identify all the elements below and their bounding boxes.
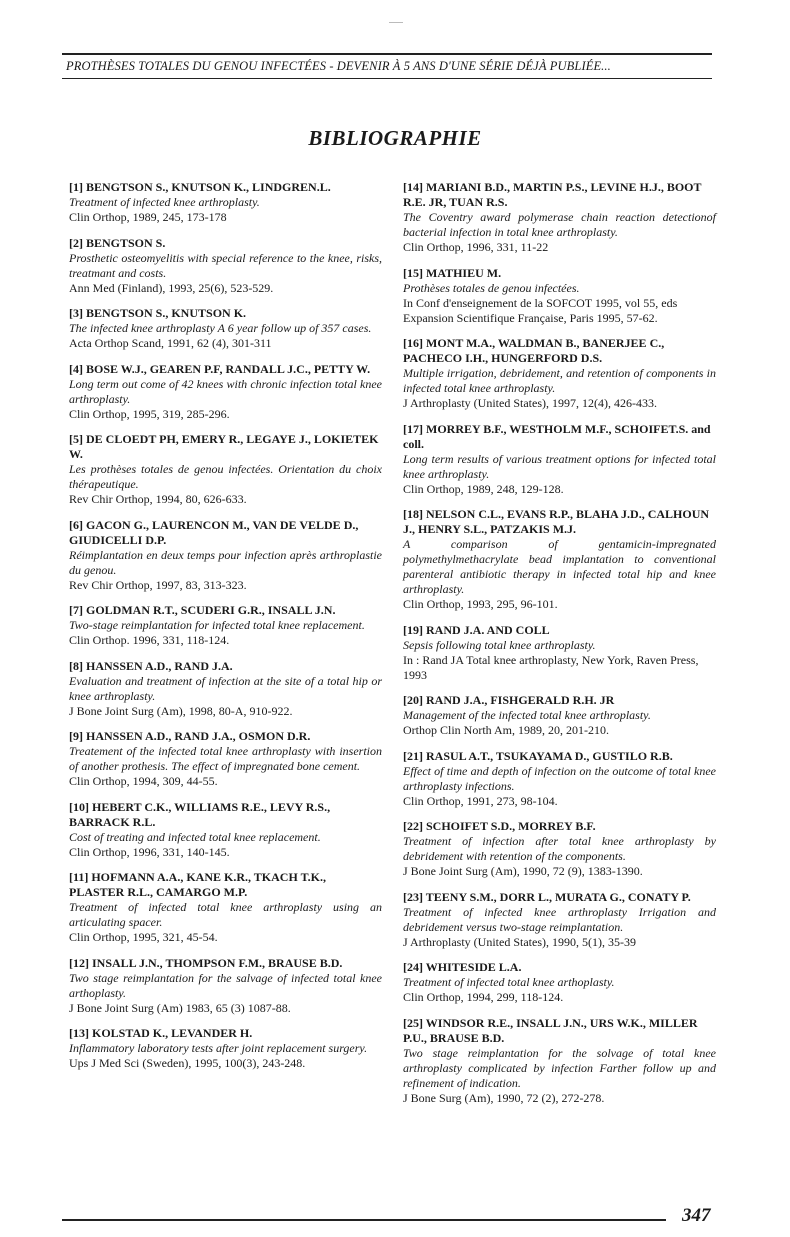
reference-source: J Bone Joint Surg (Am), 1998, 80-A, 910-922.	[69, 703, 293, 718]
reference-source: Clin Orthop, 1996, 331, 11-22	[403, 240, 549, 254]
reference-title: Evaluation and treatment of infection at the site of a total hip or knee arthroplasty.	[69, 673, 382, 703]
reference-title: The infected knee arthroplasty A 6 year follow up of 357 cases.	[69, 321, 372, 335]
page-number: 347	[682, 1205, 711, 1226]
reference-authors: [1] BENGTSON S., KNUTSON K., LINDGREN.L.	[69, 180, 331, 194]
reference-authors: [13] KOLSTAD K., LEVANDER H.	[69, 1026, 253, 1040]
reference-entry	[69, 432, 382, 507]
reference-entry	[403, 890, 716, 950]
reference-source: J Bone Joint Surg (Am), 1990, 72 (9), 1383-1390.	[403, 864, 643, 878]
reference-authors: [11] HOFMANN A.A., KANE K.R., TKACH T.K., PLASTER R.L., CAMARGO M.P.	[69, 870, 327, 899]
reference-source: Rev Chir Orthop, 1997, 83, 313-323.	[69, 577, 247, 592]
reference-authors: [2] BENGTSON S.	[69, 235, 166, 250]
reference-entry	[403, 507, 716, 612]
reference-title: Treatment of infection after total knee arthroplasty by debridement with retention of the components.	[403, 834, 716, 863]
reference-entry	[403, 693, 716, 738]
reference-authors: [19] RAND J.A. AND COLL	[403, 622, 550, 637]
reference-authors: [22] SCHOIFET S.D., MORREY B.F.	[403, 819, 596, 833]
reference-title: Treatment of infected knee arthroplasty.	[69, 195, 260, 209]
reference-entry	[69, 236, 382, 296]
reference-entry	[403, 819, 716, 879]
reference-title: Two stage reimplantation for the solvage of total knee arthroplasty complicated by infection Farther follow up and refinement of indication.	[403, 1045, 716, 1090]
reference-authors: [10] HEBERT C.K., WILLIAMS R.E., LEVY R.S., BARRACK R.L.	[69, 799, 331, 829]
reference-title: Treatment of infected total knee arthroplasty using an articulating spacer.	[69, 900, 382, 929]
reference-source: Clin Orthop, 1994, 299, 118-124.	[403, 990, 564, 1004]
reference-title: Two stage reimplantation for the salvage of infected total knee arthoplasty.	[69, 970, 382, 1000]
reference-authors: [6] GACON G., LAURENCON M., VAN DE VELDE D., GIUDICELLI D.P.	[69, 517, 359, 547]
reference-title: Treatment of infected total knee arthoplasty.	[403, 975, 615, 989]
reference-authors: [16] MONT M.A., WALDMAN B., BANERJEE C., PACHECO I.H., HUNGERFORD D.S.	[403, 336, 665, 365]
reference-source: Clin Orthop, 1994, 309, 44-55.	[69, 774, 218, 788]
footer-rule	[62, 1219, 666, 1221]
reference-entry	[69, 1026, 382, 1071]
reference-entry	[403, 1016, 716, 1106]
section-title: BIBLIOGRAPHIE	[308, 126, 482, 150]
reference-entry	[403, 180, 716, 255]
reference-authors: [14] MARIANI B.D., MARTIN P.S., LEVINE H.J., BOOT R.E. JR, TUAN R.S.	[403, 180, 702, 209]
reference-title: Two-stage reimplantation for infected total knee replacement.	[69, 618, 365, 632]
reference-source: J Arthroplasty (United States), 1997, 12(4), 426-433.	[403, 396, 657, 410]
reference-authors: [21] RASUL A.T., TSUKAYAMA D., GUSTILO R.B.	[403, 748, 673, 763]
reference-entry	[403, 749, 716, 809]
reference-entry	[69, 362, 382, 422]
reference-title: Effect of time and depth of infection on the outcome of total knee arthroplasty infections.	[403, 763, 716, 793]
reference-source: Clin Orthop, 1993, 295, 96-101.	[403, 597, 558, 611]
reference-authors: [18] NELSON C.L., EVANS R.P., BLAHA J.D., CALHOUN J., HENRY S.L., PATZAKIS M.J.	[403, 507, 710, 536]
reference-authors: [24] WHITESIDE L.A.	[403, 960, 522, 974]
reference-title: A comparison of gentamicin-impregnated polymethylmethacrylate bead implantation to conventional parenteral antibiotic therapy in infected total hip and knee arthroplasty.	[403, 537, 716, 596]
reference-authors: [7] GOLDMAN R.T., SCUDERI G.R., INSALL J.N.	[69, 603, 336, 617]
scan-mark	[389, 22, 403, 23]
reference-entry	[403, 336, 716, 411]
reference-entry	[69, 180, 382, 225]
reference-source: Clin Orthop. 1996, 331, 118-124.	[69, 633, 230, 647]
reference-authors: [4] BOSE W.J., GEAREN P.F, RANDALL J.C., PETTY W.	[69, 361, 371, 376]
reference-authors: [25] WINDSOR R.E., INSALL J.N., URS W.K., MILLER P.U., BRAUSE B.D.	[403, 1015, 698, 1045]
reference-title: Treatement of the infected total knee arthroplasty with insertion of another prothesis. The effect of impregnated bone cement.	[69, 744, 382, 773]
header-rule-top	[62, 53, 712, 55]
reference-source: Clin Orthop, 1989, 248, 129-128.	[403, 481, 564, 496]
left-column	[69, 180, 382, 1082]
reference-entry	[69, 729, 382, 789]
reference-entry	[69, 306, 382, 351]
reference-source: Orthop Clin North Am, 1989, 20, 201-210.	[403, 723, 609, 737]
reference-authors: [23] TEENY S.M., DORR L., MURATA G., CONATY P.	[403, 889, 691, 904]
reference-authors: [3] BENGTSON S., KNUTSON K.	[69, 306, 247, 320]
reference-authors: [15] MATHIEU M.	[403, 265, 502, 280]
reference-entry	[403, 623, 716, 683]
reference-title: The Coventry award polymerase chain reaction detectionof bacterial infection in total knee arthroplasty.	[403, 210, 716, 239]
reference-authors: [20] RAND J.A., FISHGERALD R.H. JR	[403, 693, 615, 707]
reference-entry	[69, 870, 382, 945]
reference-title: Long term results of various treatment options for infected total knee arthroplasty.	[403, 451, 716, 481]
reference-authors: [5] DE CLOEDT PH, EMERY R., LEGAYE J., LOKIETEK W.	[69, 432, 379, 461]
reference-entry	[69, 800, 382, 860]
reference-source: Ups J Med Sci (Sweden), 1995, 100(3), 243-248.	[69, 1056, 306, 1070]
reference-source: Clin Orthop, 1989, 245, 173-178	[69, 210, 227, 224]
reference-authors: [17] MORREY B.F., WESTHOLM M.F., SCHOIFET.S. and coll.	[403, 421, 711, 451]
reference-title: Sepsis following total knee arthroplasty.	[403, 637, 596, 652]
reference-entry	[403, 266, 716, 326]
reference-source: Ann Med (Finland), 1993, 25(6), 523-529.	[69, 280, 274, 295]
reference-entry	[403, 422, 716, 497]
reference-title: Multiple irrigation, debridement, and retention of components in infected total knee arthroplasty.	[403, 366, 716, 395]
reference-title: Cost of treating and infected total knee replacement.	[69, 829, 321, 844]
reference-source: J Arthroplasty (United States), 1990, 5(1), 35-39	[403, 934, 636, 949]
reference-source: Clin Orthop, 1995, 321, 45-54.	[69, 930, 218, 944]
reference-title: Inflammatory laboratory tests after joint replacement surgery.	[69, 1041, 368, 1055]
reference-title: Long term out come of 42 knees with chronic infection total knee arthroplasty.	[69, 376, 382, 406]
reference-source: In : Rand JA Total knee arthroplasty, New York, Raven Press, 1993	[403, 652, 699, 682]
reference-title: Prosthetic osteomyelitis with special reference to the knee, risks, treatmant and costs.	[69, 250, 382, 280]
reference-authors: [8] HANSSEN A.D., RAND J.A.	[69, 658, 233, 673]
reference-source: In Conf d'enseignement de la SOFCOT 1995, vol 55, eds Expansion Scientifique Française, Paris 1995, 57-62.	[403, 295, 678, 325]
reference-entry	[69, 956, 382, 1016]
reference-title: Treatment of infected knee arthroplasty Irrigation and debridement versus two-stage reimplantation.	[403, 904, 716, 934]
reference-source: J Bone Surg (Am), 1990, 72 (2), 272-278.	[403, 1090, 605, 1105]
reference-entry	[69, 603, 382, 648]
header-rule-bottom	[62, 78, 712, 79]
reference-entry	[403, 960, 716, 1005]
reference-authors: [12] INSALL J.N., THOMPSON F.M., BRAUSE B.D.	[69, 955, 343, 970]
reference-title: Management of the infected total knee arthroplasty.	[403, 708, 651, 722]
right-column	[403, 180, 716, 1116]
reference-title: Les prothèses totales de genou infectées. Orientation du choix thérapeutique.	[69, 462, 382, 491]
reference-entry	[69, 659, 382, 719]
reference-source: Clin Orthop, 1991, 273, 98-104.	[403, 793, 558, 808]
reference-authors: [9] HANSSEN A.D., RAND J.A., OSMON D.R.	[69, 729, 311, 743]
reference-source: Clin Orthop, 1995, 319, 285-296.	[69, 406, 230, 421]
reference-entry	[69, 518, 382, 593]
reference-source: J Bone Joint Surg (Am) 1983, 65 (3) 1087-88.	[69, 1000, 291, 1015]
reference-source: Rev Chir Orthop, 1994, 80, 626-633.	[69, 492, 247, 506]
reference-source: Clin Orthop, 1996, 331, 140-145.	[69, 844, 230, 859]
reference-source: Acta Orthop Scand, 1991, 62 (4), 301-311	[69, 336, 272, 350]
reference-title: Prothèses totales de genou infectées.	[403, 280, 580, 295]
reference-title: Réimplantation en deux temps pour infection après arthroplastie du genou.	[69, 547, 382, 577]
running-header: PROTHÈSES TOTALES DU GENOU INFECTÉES - DEVENIR À 5 ANS D'UNE SÉRIE DÉJÀ PUBLIÉE...	[66, 59, 611, 73]
